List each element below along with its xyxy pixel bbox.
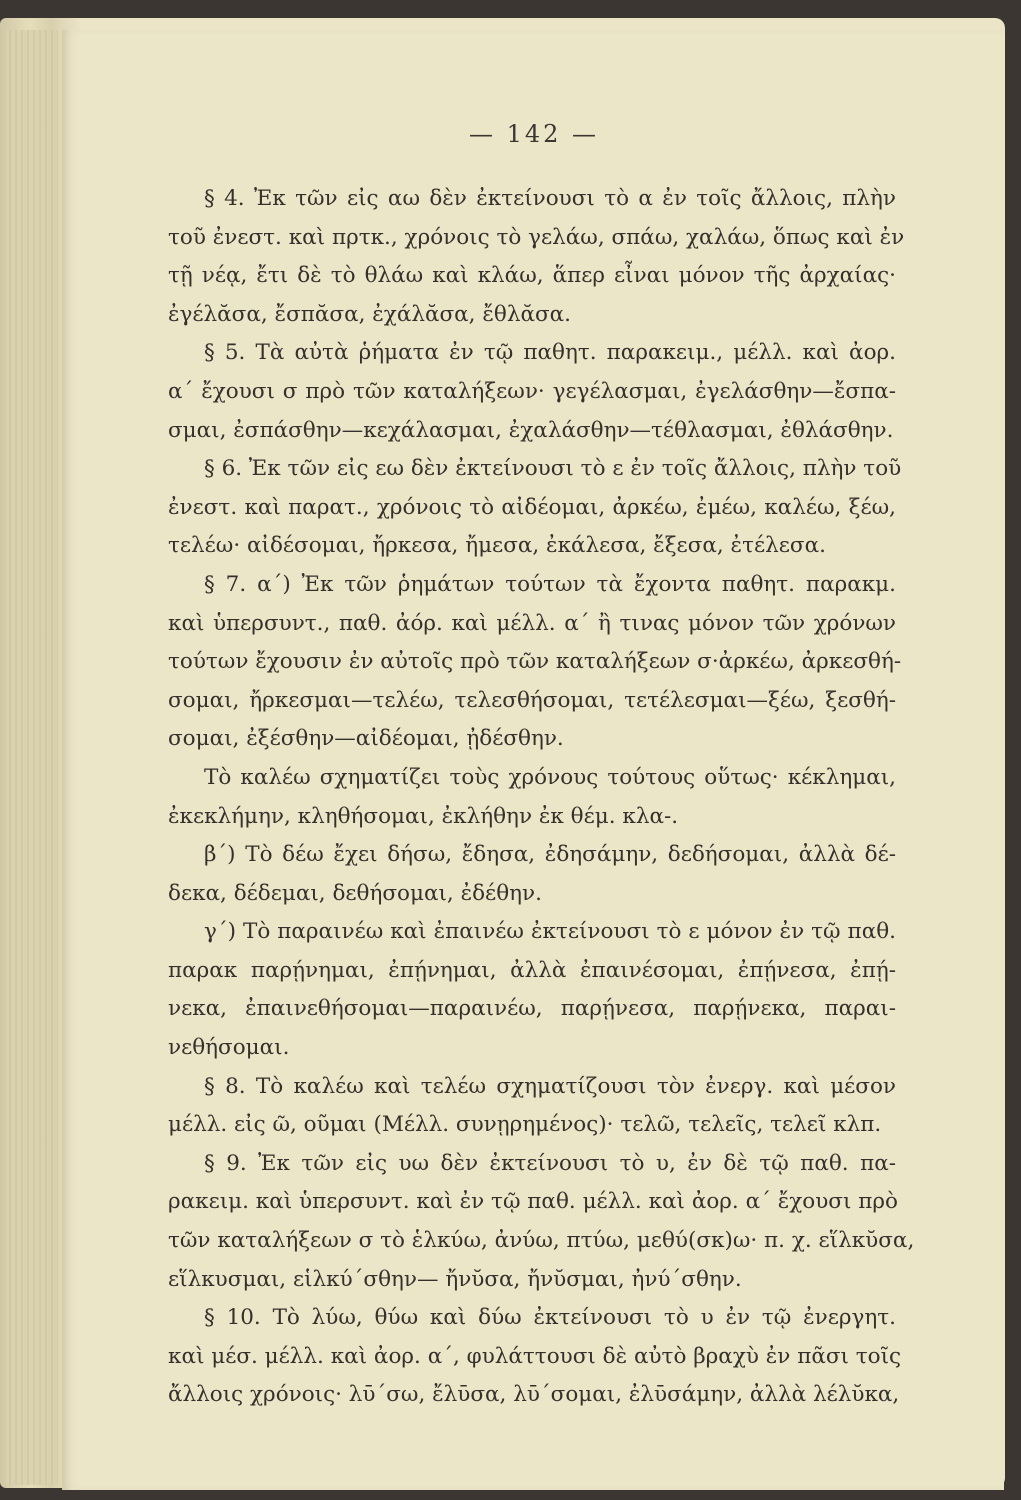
text-line: εἵλκυσμαι, εἱλκύ΄σθην— ἤνῠσα, ἤνῠσμαι, ἠνύ΄σθην. [168, 1266, 742, 1292]
text-line: νεκα, ἐπαινεθήσομαι—παραινέω, παρῄνεσα, παρῄνεκα, παραι- [168, 996, 896, 1022]
page-edges [6, 30, 58, 1485]
text-line: § 7. α΄) Ἐκ τῶν ῥημάτων τούτων τὰ ἔχοντα παθητ. παρακμ. [204, 571, 896, 597]
text-line: α΄ ἔχουσι σ πρὸ τῶν καταλήξεων· γεγέλασμαι, ἐγελάσθην—ἔσπα- [168, 378, 896, 404]
page-number: — 142 — [468, 120, 600, 148]
text-line: β΄) Τὸ δέω ἔχει δήσω, ἔδησα, ἐδησάμην, δεδήσομαι, ἀλλὰ δέ- [204, 842, 896, 868]
text-line: ἄλλοις χρόνοις· λῡ΄σω, ἔλῡσα, λῡ΄σομαι, ἐλῡσάμην, ἀλλὰ λέλῠκα, [168, 1382, 900, 1408]
text-line: νεθήσομαι. [168, 1035, 290, 1061]
text-line: μέλλ. εἰς ῶ, οῦμαι (Μέλλ. συνῃρημένος)· τελῶ, τελεῖς, τελεῖ κλπ. [168, 1112, 882, 1138]
text-line: § 5. Τὰ αὐτὰ ῥήματα ἐν τῷ παθητ. παρακειμ., μέλλ. καὶ ἀορ. [204, 340, 896, 366]
text-line: ρακειμ. καὶ ὑπερσυντ. καὶ ἐν τῷ παθ. μέλλ. καὶ ἀορ. α΄ ἔχουσι πρὸ [168, 1189, 898, 1215]
text-line: καὶ μέσ. μέλλ. καὶ ἀορ. α΄, φυλάττουσι δὲ αὐτὸ βραχὺ ἐν πᾶσι τοῖς [168, 1343, 902, 1369]
page-text [168, 180, 915, 1415]
text-line: γ΄) Τὸ παραινέω καὶ ἐπαινέω ἐκτείνουσι τὸ ε μόνον ἐν τῷ παθ. [204, 919, 896, 945]
text-line: τούτων ἔχουσιν ἐν αὐτοῖς πρὸ τῶν καταλήξεων σ·ἀρκέω, ἀρκεσθή- [168, 649, 902, 675]
text-line: τῶν καταλήξεων σ τὸ ἑλκύω, ἀνύω, πτύω, μεθύ(σκ)ω· π. χ. εἵλκῠσα, [168, 1228, 915, 1254]
text-line: δεκα, δέδεμαι, δεθήσομαι, ἐδέθην. [168, 880, 542, 906]
text-line: σομαι, ἐξέσθην—αἰδέομαι, ᾐδέσθην. [168, 726, 564, 752]
text-line: § 9. Ἐκ τῶν εἰς υω δὲν ἐκτείνουσι τὸ υ, ἐν δὲ τῷ παθ. πα- [204, 1150, 896, 1176]
text-line: ἐκεκλήμην, κληθήσομαι, ἐκλήθην ἐκ θέμ. κλα-. [168, 803, 679, 829]
text-line: ἐγέλᾰσα, ἔσπᾰσα, ἐχάλᾰσα, ἔθλᾰσα. [168, 301, 572, 327]
text-line: παρακ παρῄνημαι, ἐπῄνημαι, ἀλλὰ ἐπαινέσομαι, ἐπῄνεσα, ἐπῄ- [168, 957, 896, 983]
text-line: τοῦ ἐνεστ. καὶ πρτκ., χρόνοις τὸ γελάω, σπάω, χαλάω, ὅπως καὶ ἐν [168, 224, 905, 250]
text-line: ἐνεστ. καὶ παρατ., χρόνοις τὸ αἰδέομαι, ἀρκέω, ἐμέω, καλέω, ξέω, [168, 494, 896, 520]
text-line: σμαι, ἐσπάσθην—κεχάλασμαι, ἐχαλάσθην—τέθλασμαι, ἐθλάσθην. [168, 417, 894, 443]
text-line: § 8. Τὸ καλέω καὶ τελέω σχηματίζουσι τὸν ἐνεργ. καὶ μέσον [204, 1073, 896, 1099]
text-line: σομαι, ἤρκεσμαι—τελέω, τελεσθήσομαι, τετέλεσμαι—ξέω, ξεσθή- [168, 687, 896, 713]
text-line: τελέω· αἰδέσομαι, ἤρκεσα, ἤμεσα, ἐκάλεσα, ἔξεσα, ἐτέλεσα. [168, 533, 826, 559]
text-line: § 4. Ἐκ τῶν εἰς αω δὲν ἐκτείνουσι τὸ α ἐν τοῖς ἄλλοις, πλὴν [204, 186, 896, 211]
text-line: § 10. Τὸ λύω, θύω καὶ δύω ἐκτείνουσι τὸ υ ἐν τῷ ἐνεργητ. [204, 1305, 896, 1331]
text-line: Τὸ καλέω σχηματίζει τοὺς χρόνους τούτους οὕτως· κέκλημαι, [204, 764, 896, 790]
text-line: τῇ νέᾳ, ἔτι δὲ τὸ θλάω καὶ κλάω, ἅπερ εἶναι μόνον τῆς ἀρχαίας· [168, 263, 896, 289]
text-line: § 6. Ἐκ τῶν εἰς εω δὲν ἐκτείνουσι τὸ ε ἐν τοῖς ἄλλοις, πλὴν τοῦ [204, 456, 902, 482]
text-line: καὶ ὑπερσυντ., παθ. ἀόρ. καὶ μέλλ. α΄ ἢ τινας μόνον τῶν χρόνων [168, 610, 896, 636]
